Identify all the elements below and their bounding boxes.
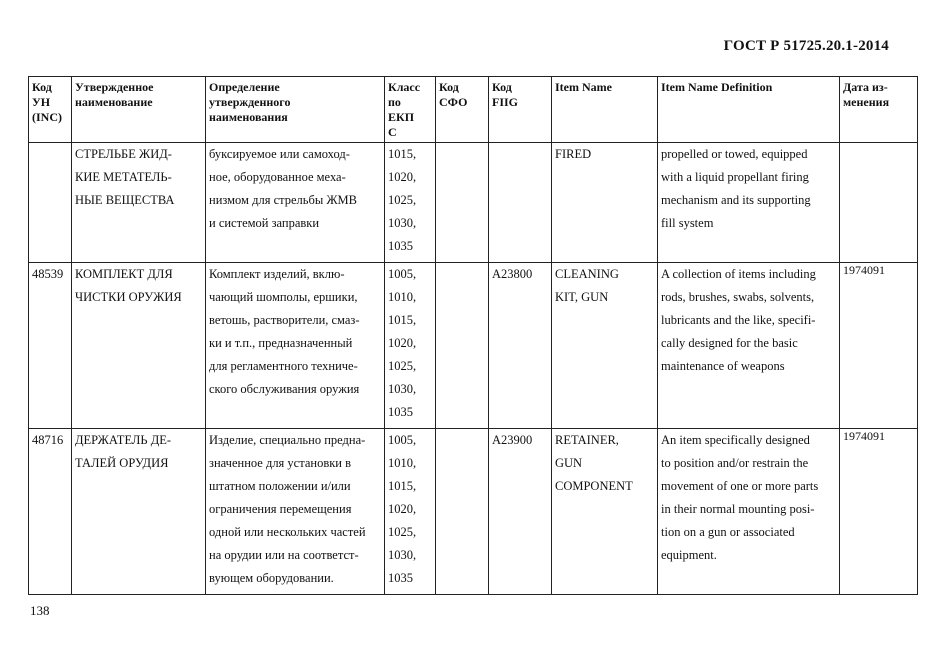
cell-line: СФО	[439, 95, 468, 109]
cell-line: tion on a gun or associated	[661, 525, 795, 539]
cell-line: 1030,	[388, 382, 417, 396]
cell-line: 1035	[388, 405, 413, 419]
cell-line: to position and/or restrain the	[661, 456, 809, 470]
cell-approved-name	[72, 429, 206, 595]
col-header-class	[385, 77, 436, 143]
cell-line: ное, оборудованное меха-	[209, 170, 346, 184]
cell-line: mechanism and its supporting	[661, 193, 811, 207]
cell-line: ограничения перемещения	[209, 502, 352, 516]
cell-line: 1035	[388, 239, 413, 253]
cell-line: 1025,	[388, 193, 417, 207]
cell-line: RETAINER,	[555, 433, 619, 447]
cell-line: чающий шомполы, ершики,	[209, 290, 358, 304]
cell-line: 1020,	[388, 502, 417, 516]
cell-change-date: 1974091	[840, 429, 918, 595]
col-header-definition	[206, 77, 385, 143]
cell-line: 1010,	[388, 456, 417, 470]
cell-item-name	[552, 263, 658, 429]
cell-line: cally designed for the basic	[661, 336, 798, 350]
cell-line: Код	[439, 80, 459, 94]
cell-line: Код	[32, 80, 52, 94]
cell-line: Item Name Definition	[661, 80, 773, 94]
table-header-row	[29, 77, 918, 143]
cell-class	[385, 429, 436, 595]
document-code: ГОСТ Р 51725.20.1-2014	[723, 38, 889, 54]
col-header-item-name-definition	[658, 77, 840, 143]
cell-line: Класс	[388, 80, 421, 94]
cell-change-date: 1974091	[840, 263, 918, 429]
cell-line: CLEANING	[555, 267, 619, 281]
cell-item-name	[552, 429, 658, 595]
cell-item-name-definition	[658, 143, 840, 263]
cell-line: lubricants and the like, specifi-	[661, 313, 816, 327]
cell-line: наименования	[209, 110, 288, 124]
cell-line: Дата из-	[843, 80, 888, 94]
cell-line: propelled or towed, equipped	[661, 147, 808, 161]
col-header-inc	[29, 77, 72, 143]
cell-line: по	[388, 95, 401, 109]
cell-definition	[206, 263, 385, 429]
cell-line: ветошь, растворители, смаз-	[209, 313, 360, 327]
cell-line: Комплект изделий, вклю-	[209, 267, 345, 281]
cell-definition	[206, 143, 385, 263]
cell-line: 1035	[388, 571, 413, 585]
cell-line: Определение	[209, 80, 280, 94]
cell-line: буксируемое или самоход-	[209, 147, 350, 161]
cell-line: Изделие, специально предна-	[209, 433, 366, 447]
cell-line: 1025,	[388, 359, 417, 373]
cell-line: ки и т.п., предназначенный	[209, 336, 353, 350]
cell-line: A collection of items including	[661, 267, 816, 281]
cell-line: maintenance of weapons	[661, 359, 785, 373]
cell-line: (INC)	[32, 110, 62, 124]
cell-item-name-definition	[658, 263, 840, 429]
cell-line: 1010,	[388, 290, 417, 304]
cell-class	[385, 263, 436, 429]
cell-line: 1030,	[388, 216, 417, 230]
cell-item-name-definition	[658, 429, 840, 595]
cell-line: FIRED	[555, 147, 592, 161]
cell-line: ТАЛЕЙ ОРУДИЯ	[75, 456, 169, 470]
cell-line: НЫЕ ВЕЩЕСТВА	[75, 193, 175, 207]
cell-line: утвержденного	[209, 95, 291, 109]
cell-line: FIIG	[492, 95, 519, 109]
cell-line: вующем оборудовании.	[209, 571, 334, 585]
catalog-table	[28, 76, 918, 595]
cell-line: КИЕ МЕТАТЕЛЬ-	[75, 170, 172, 184]
table-row	[29, 143, 918, 263]
cell-line: ЕКП	[388, 110, 415, 124]
cell-line: rods, brushes, swabs, solvents,	[661, 290, 815, 304]
col-header-fiig	[489, 77, 552, 143]
cell-approved-name	[72, 143, 206, 263]
cell-line: 1015,	[388, 479, 417, 493]
cell-line: Утвержденное	[75, 80, 154, 94]
cell-line: movement of one or more parts	[661, 479, 819, 493]
cell-line: и системой заправки	[209, 216, 320, 230]
cell-line: 1015,	[388, 313, 417, 327]
cell-line: fill system	[661, 216, 714, 230]
cell-inc	[29, 143, 72, 263]
cell-line: 1020,	[388, 336, 417, 350]
cell-fiig: A23900	[489, 429, 552, 595]
cell-line: ского обслуживания оружия	[209, 382, 360, 396]
cell-line: An item specifically designed	[661, 433, 810, 447]
col-header-sfo	[436, 77, 489, 143]
cell-line: KIT, GUN	[555, 290, 609, 304]
cell-line: низмом для стрельбы ЖМВ	[209, 193, 358, 207]
cell-line: in their normal mounting posi-	[661, 502, 815, 516]
cell-sfo	[436, 143, 489, 263]
col-header-item-name	[552, 77, 658, 143]
cell-line: УН	[32, 95, 51, 109]
cell-line: менения	[843, 95, 890, 109]
cell-line: наименование	[75, 95, 153, 109]
cell-line: 1030,	[388, 548, 417, 562]
cell-line: COMPONENT	[555, 479, 633, 493]
cell-inc: 48539	[29, 263, 72, 429]
cell-inc: 48716	[29, 429, 72, 595]
cell-line: Код	[492, 80, 512, 94]
cell-line: штатном положении и/или	[209, 479, 351, 493]
cell-line: СТРЕЛЬБЕ ЖИД-	[75, 147, 172, 161]
cell-line: 1020,	[388, 170, 417, 184]
col-header-change-date	[840, 77, 918, 143]
cell-item-name	[552, 143, 658, 263]
cell-line: для регламентного техниче-	[209, 359, 358, 373]
cell-line: Item Name	[555, 80, 612, 94]
cell-line: 1015,	[388, 147, 417, 161]
cell-line: GUN	[555, 456, 583, 470]
cell-line: ЧИСТКИ ОРУЖИЯ	[75, 290, 182, 304]
page-number: 138	[30, 603, 50, 618]
cell-line: на орудии или на соответст-	[209, 548, 359, 562]
table-row	[29, 429, 918, 595]
cell-line: 1005,	[388, 433, 417, 447]
cell-line: С	[388, 125, 397, 139]
cell-line: 1005,	[388, 267, 417, 281]
cell-line: equipment.	[661, 548, 717, 562]
cell-sfo	[436, 263, 489, 429]
cell-line: одной или нескольких частей	[209, 525, 366, 539]
cell-fiig: A23800	[489, 263, 552, 429]
table-row	[29, 263, 918, 429]
cell-class	[385, 143, 436, 263]
cell-line: КОМПЛЕКТ ДЛЯ	[75, 267, 173, 281]
cell-definition	[206, 429, 385, 595]
cell-line: ДЕРЖАТЕЛЬ ДЕ-	[75, 433, 172, 447]
col-header-approved-name	[72, 77, 206, 143]
cell-sfo	[436, 429, 489, 595]
cell-fiig	[489, 143, 552, 263]
cell-change-date	[840, 143, 918, 263]
cell-line: with a liquid propellant firing	[661, 170, 809, 184]
cell-line: 1025,	[388, 525, 417, 539]
cell-approved-name	[72, 263, 206, 429]
cell-line: значенное для установки в	[209, 456, 352, 470]
